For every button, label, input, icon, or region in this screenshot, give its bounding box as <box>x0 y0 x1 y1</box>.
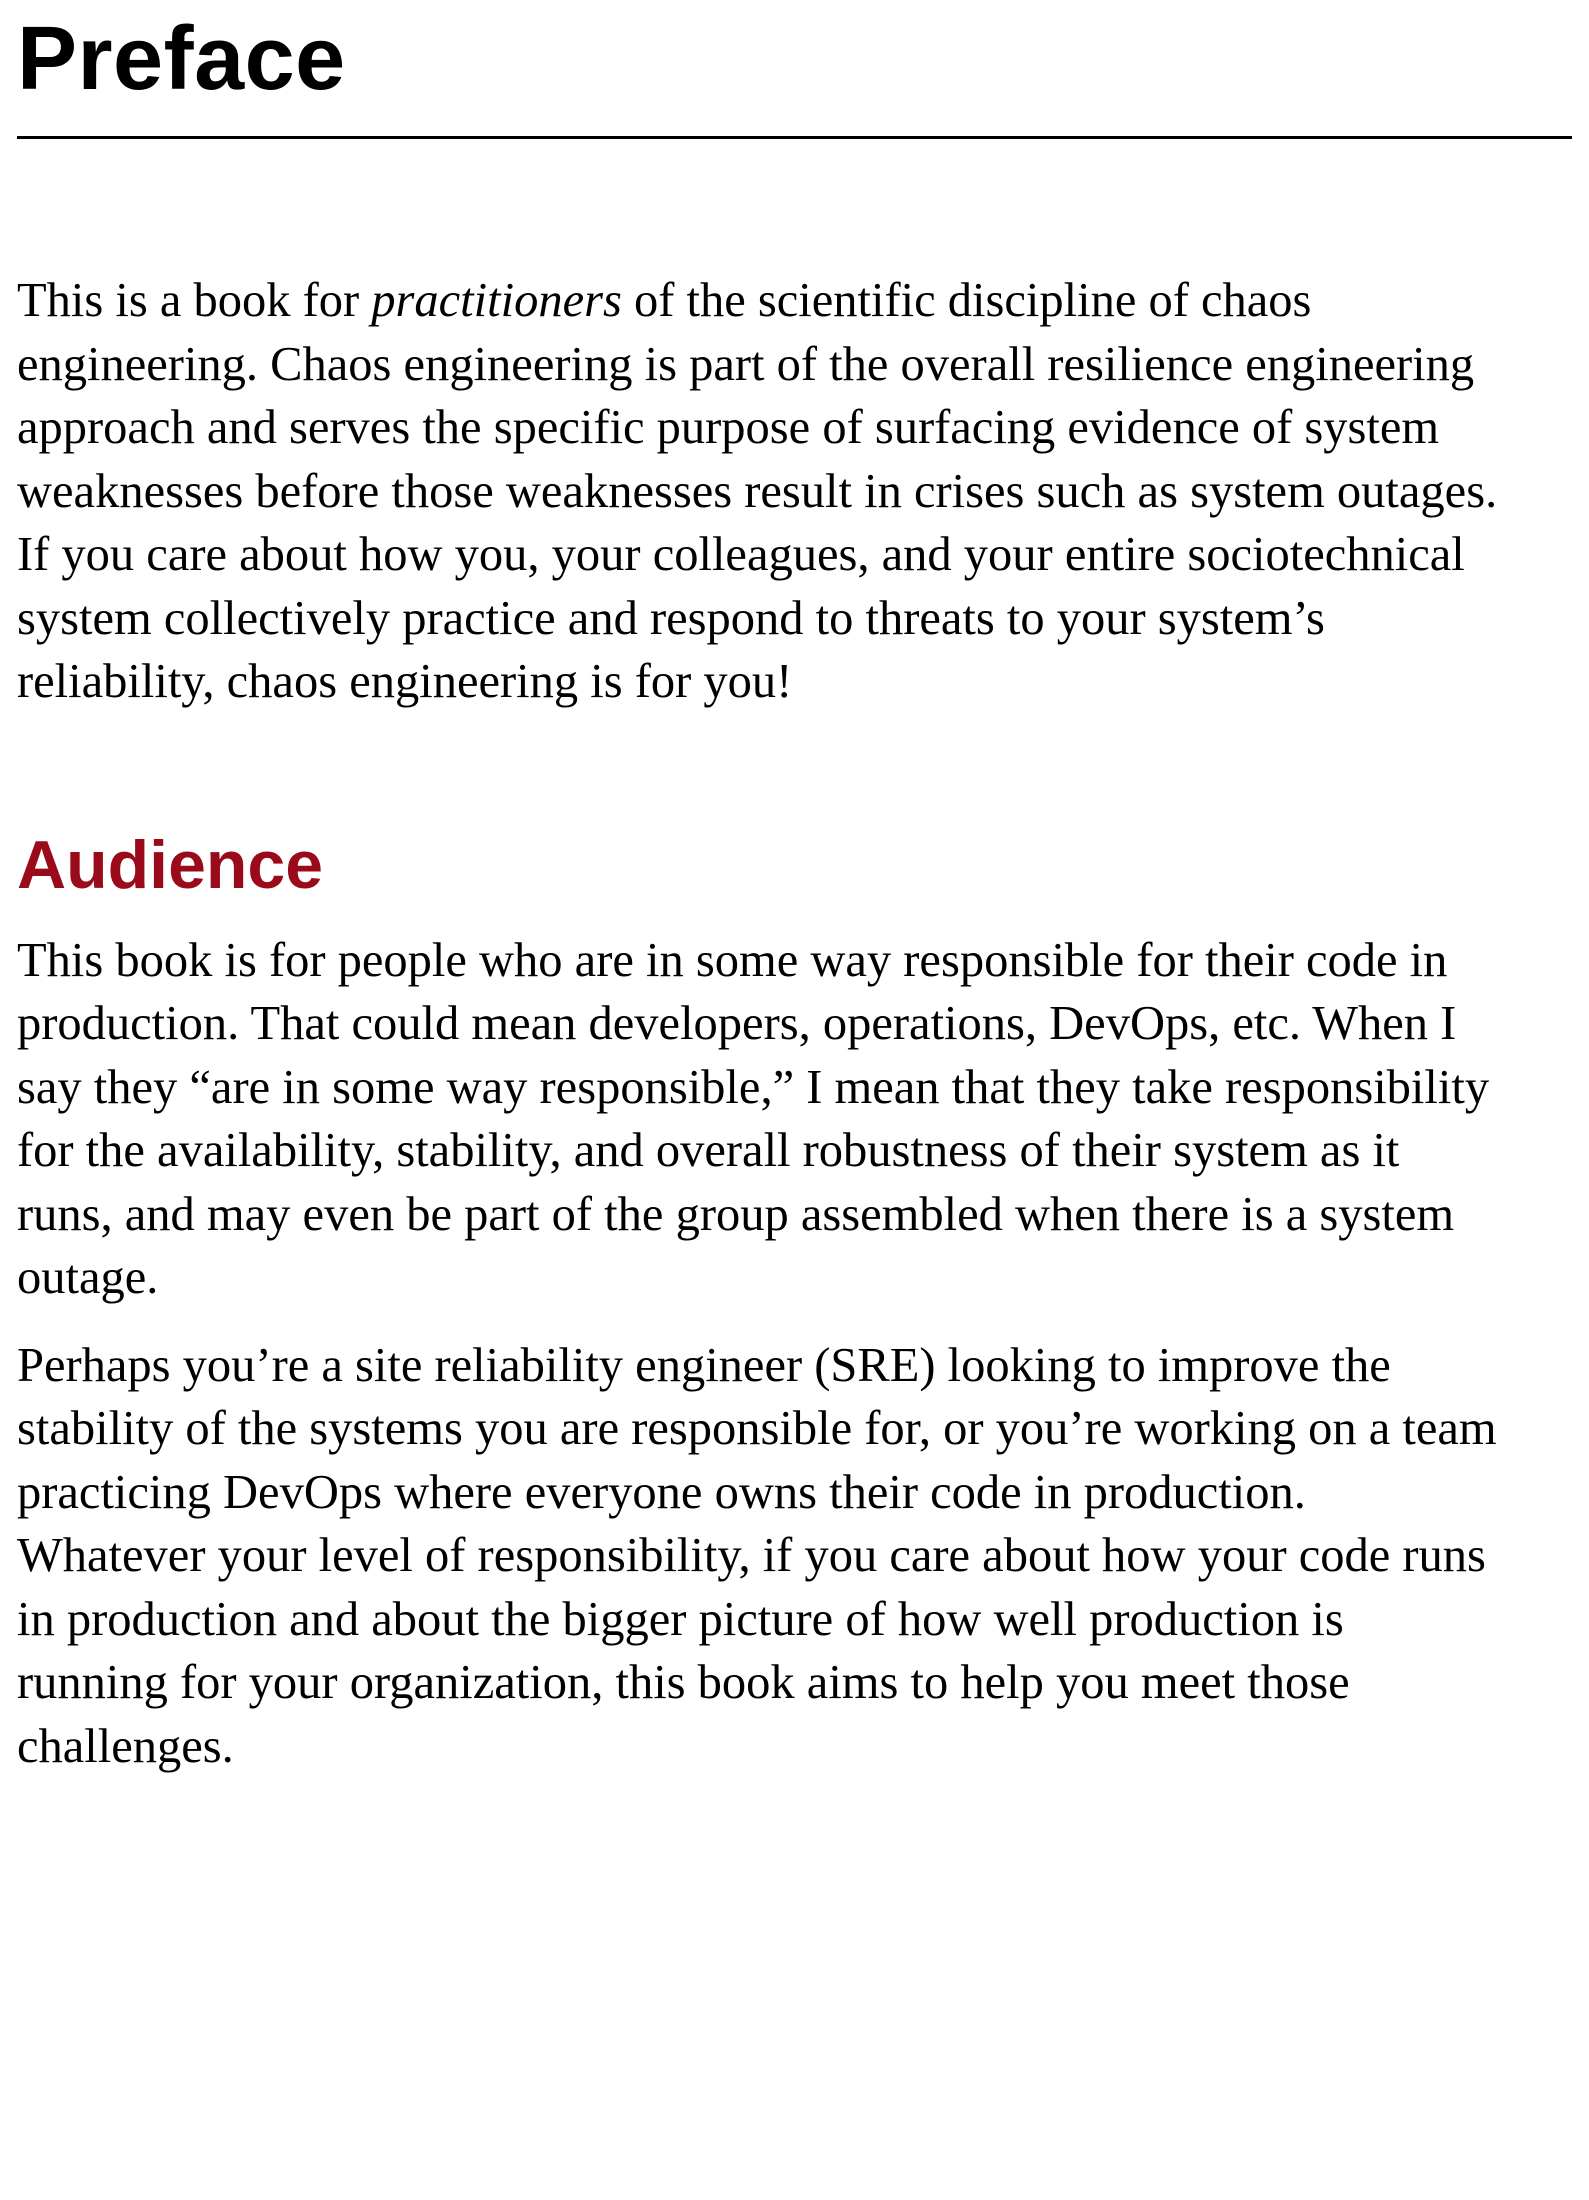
chapter-title: Preface <box>17 9 346 109</box>
paragraph-line: for the availability, stability, and overall robustness of their system as it <box>17 1124 1400 1177</box>
paragraph-line: reliability, chaos engineering is for you! <box>17 655 793 708</box>
emphasized-term: practitioners <box>371 274 622 327</box>
paragraph-line: practicing DevOps where everyone owns their code in production. <box>17 1465 1306 1519</box>
text-run: This is a book for <box>17 274 372 327</box>
paragraph-line: runs, and may even be part of the group assembled when there is a system <box>17 1187 1455 1241</box>
paragraph-line: Whatever your level of responsibility, if you care about how your code runs <box>17 1529 1486 1582</box>
paragraph-line: Perhaps you’re a site reliability engineer (SRE) looking to improve the <box>17 1338 1391 1392</box>
paragraph-line: engineering. Chaos engineering is part of the overall resilience engineering <box>17 337 1475 391</box>
section-heading-audience: Audience <box>17 826 324 903</box>
paragraph-line: in production and about the bigger picture of how well production is <box>17 1592 1344 1646</box>
paragraph-line: system collectively practice and respond to threats to your system’s <box>17 591 1325 645</box>
paragraph-line: weaknesses before those weaknesses result in crises such as system outages. <box>17 464 1498 518</box>
paragraph-line: outage. <box>17 1251 159 1304</box>
text-run: of the scientific discipline of chaos <box>621 274 1312 327</box>
paragraph-line: If you care about how you, your colleagues, and your entire sociotechnical <box>17 528 1465 581</box>
paragraph-line: production. That could mean developers, operations, DevOps, etc. When I <box>17 997 1457 1050</box>
book-page <box>17 0 1572 1778</box>
paragraph-line: approach and serves the specific purpose of surfacing evidence of system <box>17 401 1440 454</box>
paragraph-line: stability of the systems you are responsible for, or you’re working on a team <box>17 1402 1497 1455</box>
paragraph-line: running for your organization, this book aims to help you meet those <box>17 1656 1350 1709</box>
audience-paragraph-1 <box>17 929 1572 1310</box>
paragraph-line: This book is for people who are in some way responsible for their code in <box>17 933 1448 987</box>
paragraph-line: say they “are in some way responsible,” I mean that they take responsibility <box>17 1060 1490 1114</box>
paragraph-line: challenges. <box>17 1719 234 1773</box>
intro-paragraph <box>17 269 1572 714</box>
paragraph-line <box>17 269 1572 333</box>
title-divider <box>17 136 1572 139</box>
audience-paragraph-2 <box>17 1334 1572 1779</box>
